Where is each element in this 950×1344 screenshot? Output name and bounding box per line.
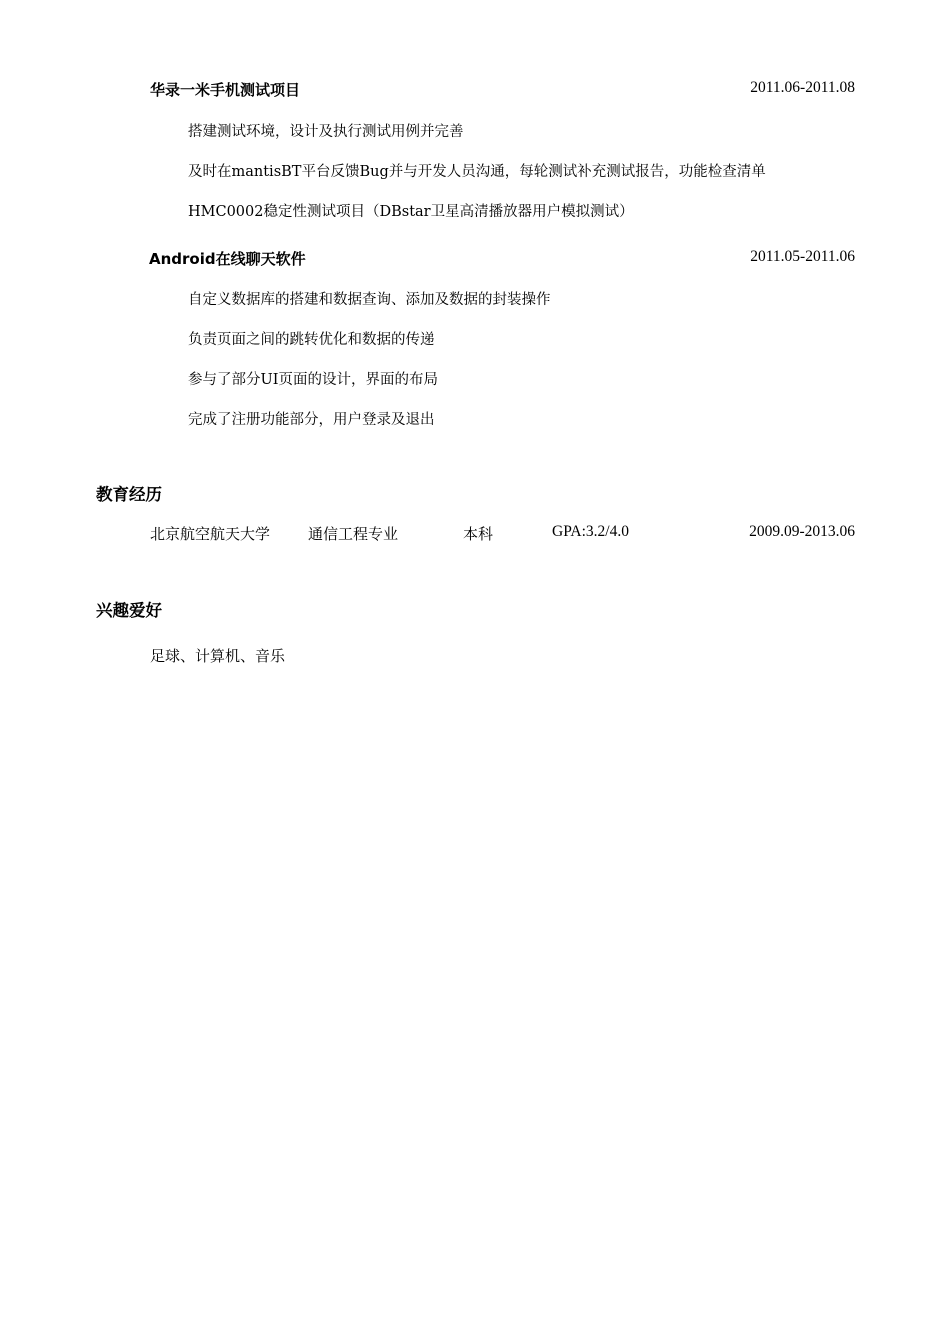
project-title: 华录一米手机测试项目	[150, 81, 301, 99]
education-degree: 本科	[463, 525, 494, 543]
education-major: 通信工程专业	[308, 525, 399, 543]
project-item: 自定义数据库的搭建和数据查询、添加及数据的封装操作	[188, 292, 551, 308]
project-title: Android在线聊天软件	[149, 250, 306, 268]
hobbies-text: 足球、计算机、音乐	[150, 647, 286, 665]
project-date: 2011.06-2011.08	[750, 79, 855, 96]
project-item: 搭建测试环境，设计及执行测试用例并完善	[188, 124, 464, 140]
education-school: 北京航空航天大学	[150, 525, 271, 543]
project-item: HMC0002稳定性测试项目（DBstar卫星高清播放器用户模拟测试）	[188, 204, 634, 220]
hobbies-heading: 兴趣爱好	[96, 601, 162, 620]
project-item: 负责页面之间的跳转优化和数据的传递	[188, 332, 435, 348]
education-date: 2009.09-2013.06	[749, 523, 855, 540]
project-date: 2011.05-2011.06	[750, 248, 855, 265]
education-gpa: GPA:3.2/4.0	[552, 523, 629, 540]
education-heading: 教育经历	[96, 485, 162, 504]
project-item: 及时在mantisBT平台反馈Bug并与开发人员沟通，每轮测试补充测试报告，功能检查清单	[188, 164, 766, 180]
project-item: 参与了部分UI页面的设计，界面的布局	[188, 372, 438, 388]
project-item: 完成了注册功能部分，用户登录及退出	[188, 412, 435, 428]
